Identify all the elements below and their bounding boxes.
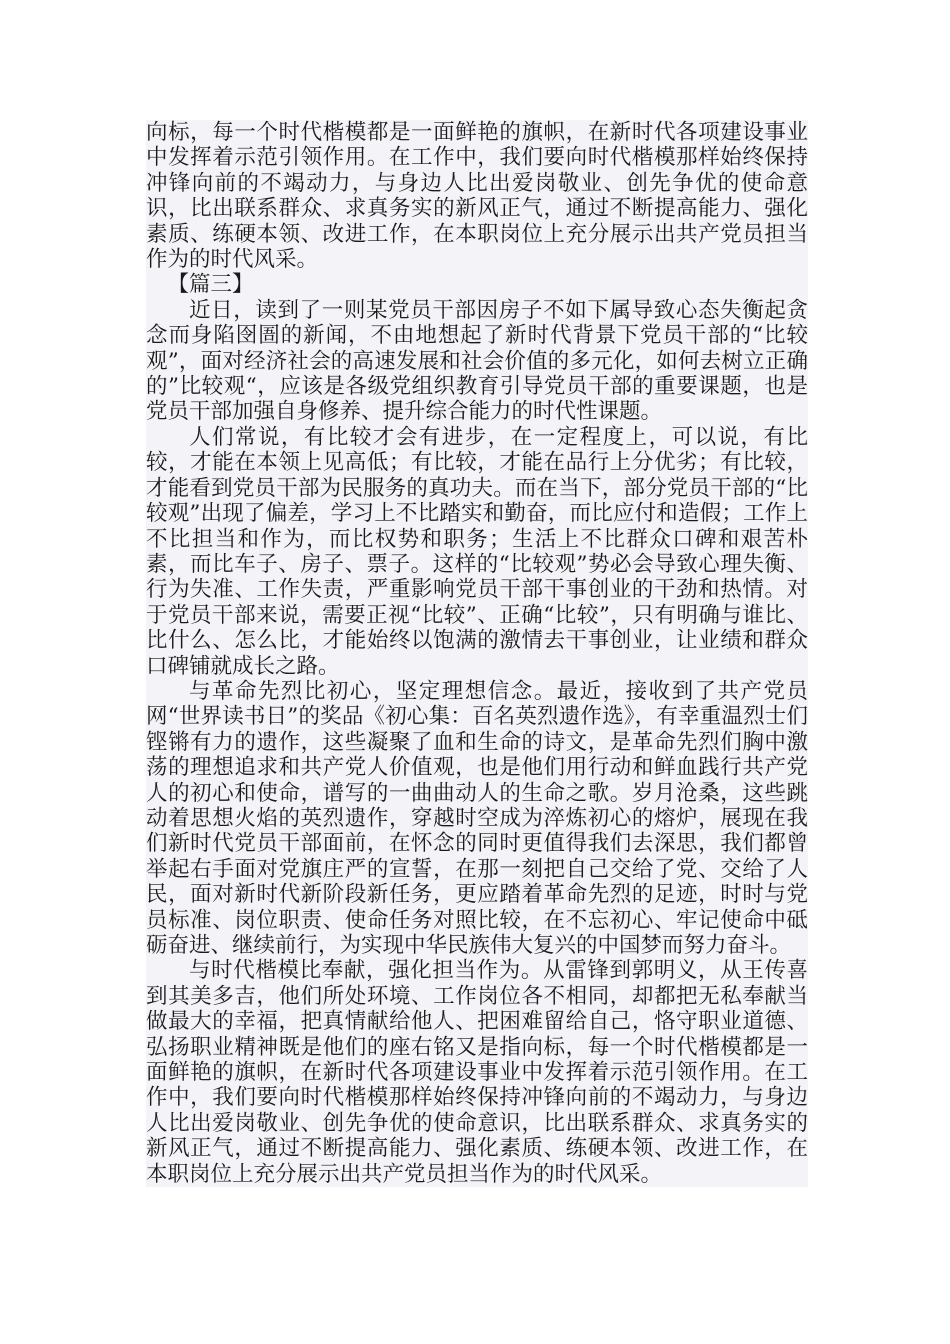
paragraph-body: 近日，读到了一则某党员干部因房子不如下属导致心态失衡起贪念而身陷囹圄的新闻，不由地想起了新时代背景下党员干部的“比较观”，面对经济社会的高速发展和社会价值的多元化，如何去树立正确的”比较观“，应该是各级党组织教育引导党员干部的重要课题，也是党员干部加强自身修养、提升综合能力的时代性课题。 — [146, 297, 808, 425]
section-heading: 【篇三】 — [167, 272, 254, 298]
paragraph-body: 与革命先烈比初心，坚定理想信念。最近，接收到了共产党员网“世界读书日”的奖品《初心集：百名英烈遗作选》，有幸重温烈士们铿锵有力的遗作，这些凝聚了血和生命的诗文，是革命先烈们胸中激荡的理想追求和共产党人价值观，也是他们用行动和鲜血践行共产党人的初心和使命，谱写的一曲曲动人的生命之歌。岁月沧桑，这些跳动着思想火焰的英烈遗作，穿越时空成为淬炼初心的熔炉，展现在我们新时代党员干部面前，在怀念的同时更值得我们去深思，我们都曾举起右手面对党旗庄严的宣誓，在那一刻把自己交给了党、交给了人民，面对新时代新阶段新任务，更应踏着革命先烈的足迹，时时与党员标准、岗位职责、使命任务对照比较，在不忘初心、牢记使命中砥砺奋进、继续前行，为实现中华民族伟大复兴的中国梦而努力奋斗。 — [146, 678, 808, 958]
paragraph-body: 人们常说，有比较才会有进步，在一定程度上，可以说，有比较，才能在本领上见高低；有比较，才能在品行上分优劣；有比较，才能看到党员干部为民服务的真功夫。而在当下，部分党员干部的“比较观”出现了偏差，学习上不比踏实和勤奋，而比应付和造假；工作上不比担当和作为，而比权势和职务；生活上不比群众口碑和艰苦朴素，而比车子、房子、票子。这样的“比较观”势必会导致心理失衡、行为失准、工作失责，严重影响党员干部干事创业的干劲和热情。对于党员干部来说，需要正视“比较”、正确“比较”，只有明确与谁比、比什么、怎么比，才能始终以饱满的激情去干事创业，让业绩和群众口碑铺就成长之路。 — [146, 424, 808, 679]
paragraph-continuation: 向标，每一个时代楷模都是一面鲜艳的旗帜，在新时代各项建设事业中发挥着示范引领作用。在工作中，我们要向时代楷模那样始终保持冲锋向前的不竭动力，与身边人比出爱岗敬业、创先争优的使命意识，比出联系群众、求真务实的新风正气，通过不断提高能力、强化素质、练硬本领、改进工作，在本职岗位上充分展示出共产党员担当作为的时代风采。 — [146, 120, 808, 273]
paragraph-body: 与时代楷模比奉献，强化担当作为。从雷锋到郭明义，从王传喜到其美多吉，他们所处环境、工作岗位各不相同，却都把无私奉献当做最大的幸福，把真情献给他人、把困难留给自己，恪守职业道德、弘扬职业精神既是他们的座右铭又是指向标，每一个时代楷模都是一面鲜艳的旗帜，在新时代各项建设事业中发挥着示范引领作用。在工作中，我们要向时代楷模那样始终保持冲锋向前的不竭动力，与身边人比出爱岗敬业、创先争优的使命意识，比出联系群众、求真务实的新风正气，通过不断提高能力、强化素质、练硬本领、改进工作，在本职岗位上充分展示出共产党员担当作为的时代风采。 — [146, 958, 808, 1187]
text-block — [146, 120, 808, 1187]
